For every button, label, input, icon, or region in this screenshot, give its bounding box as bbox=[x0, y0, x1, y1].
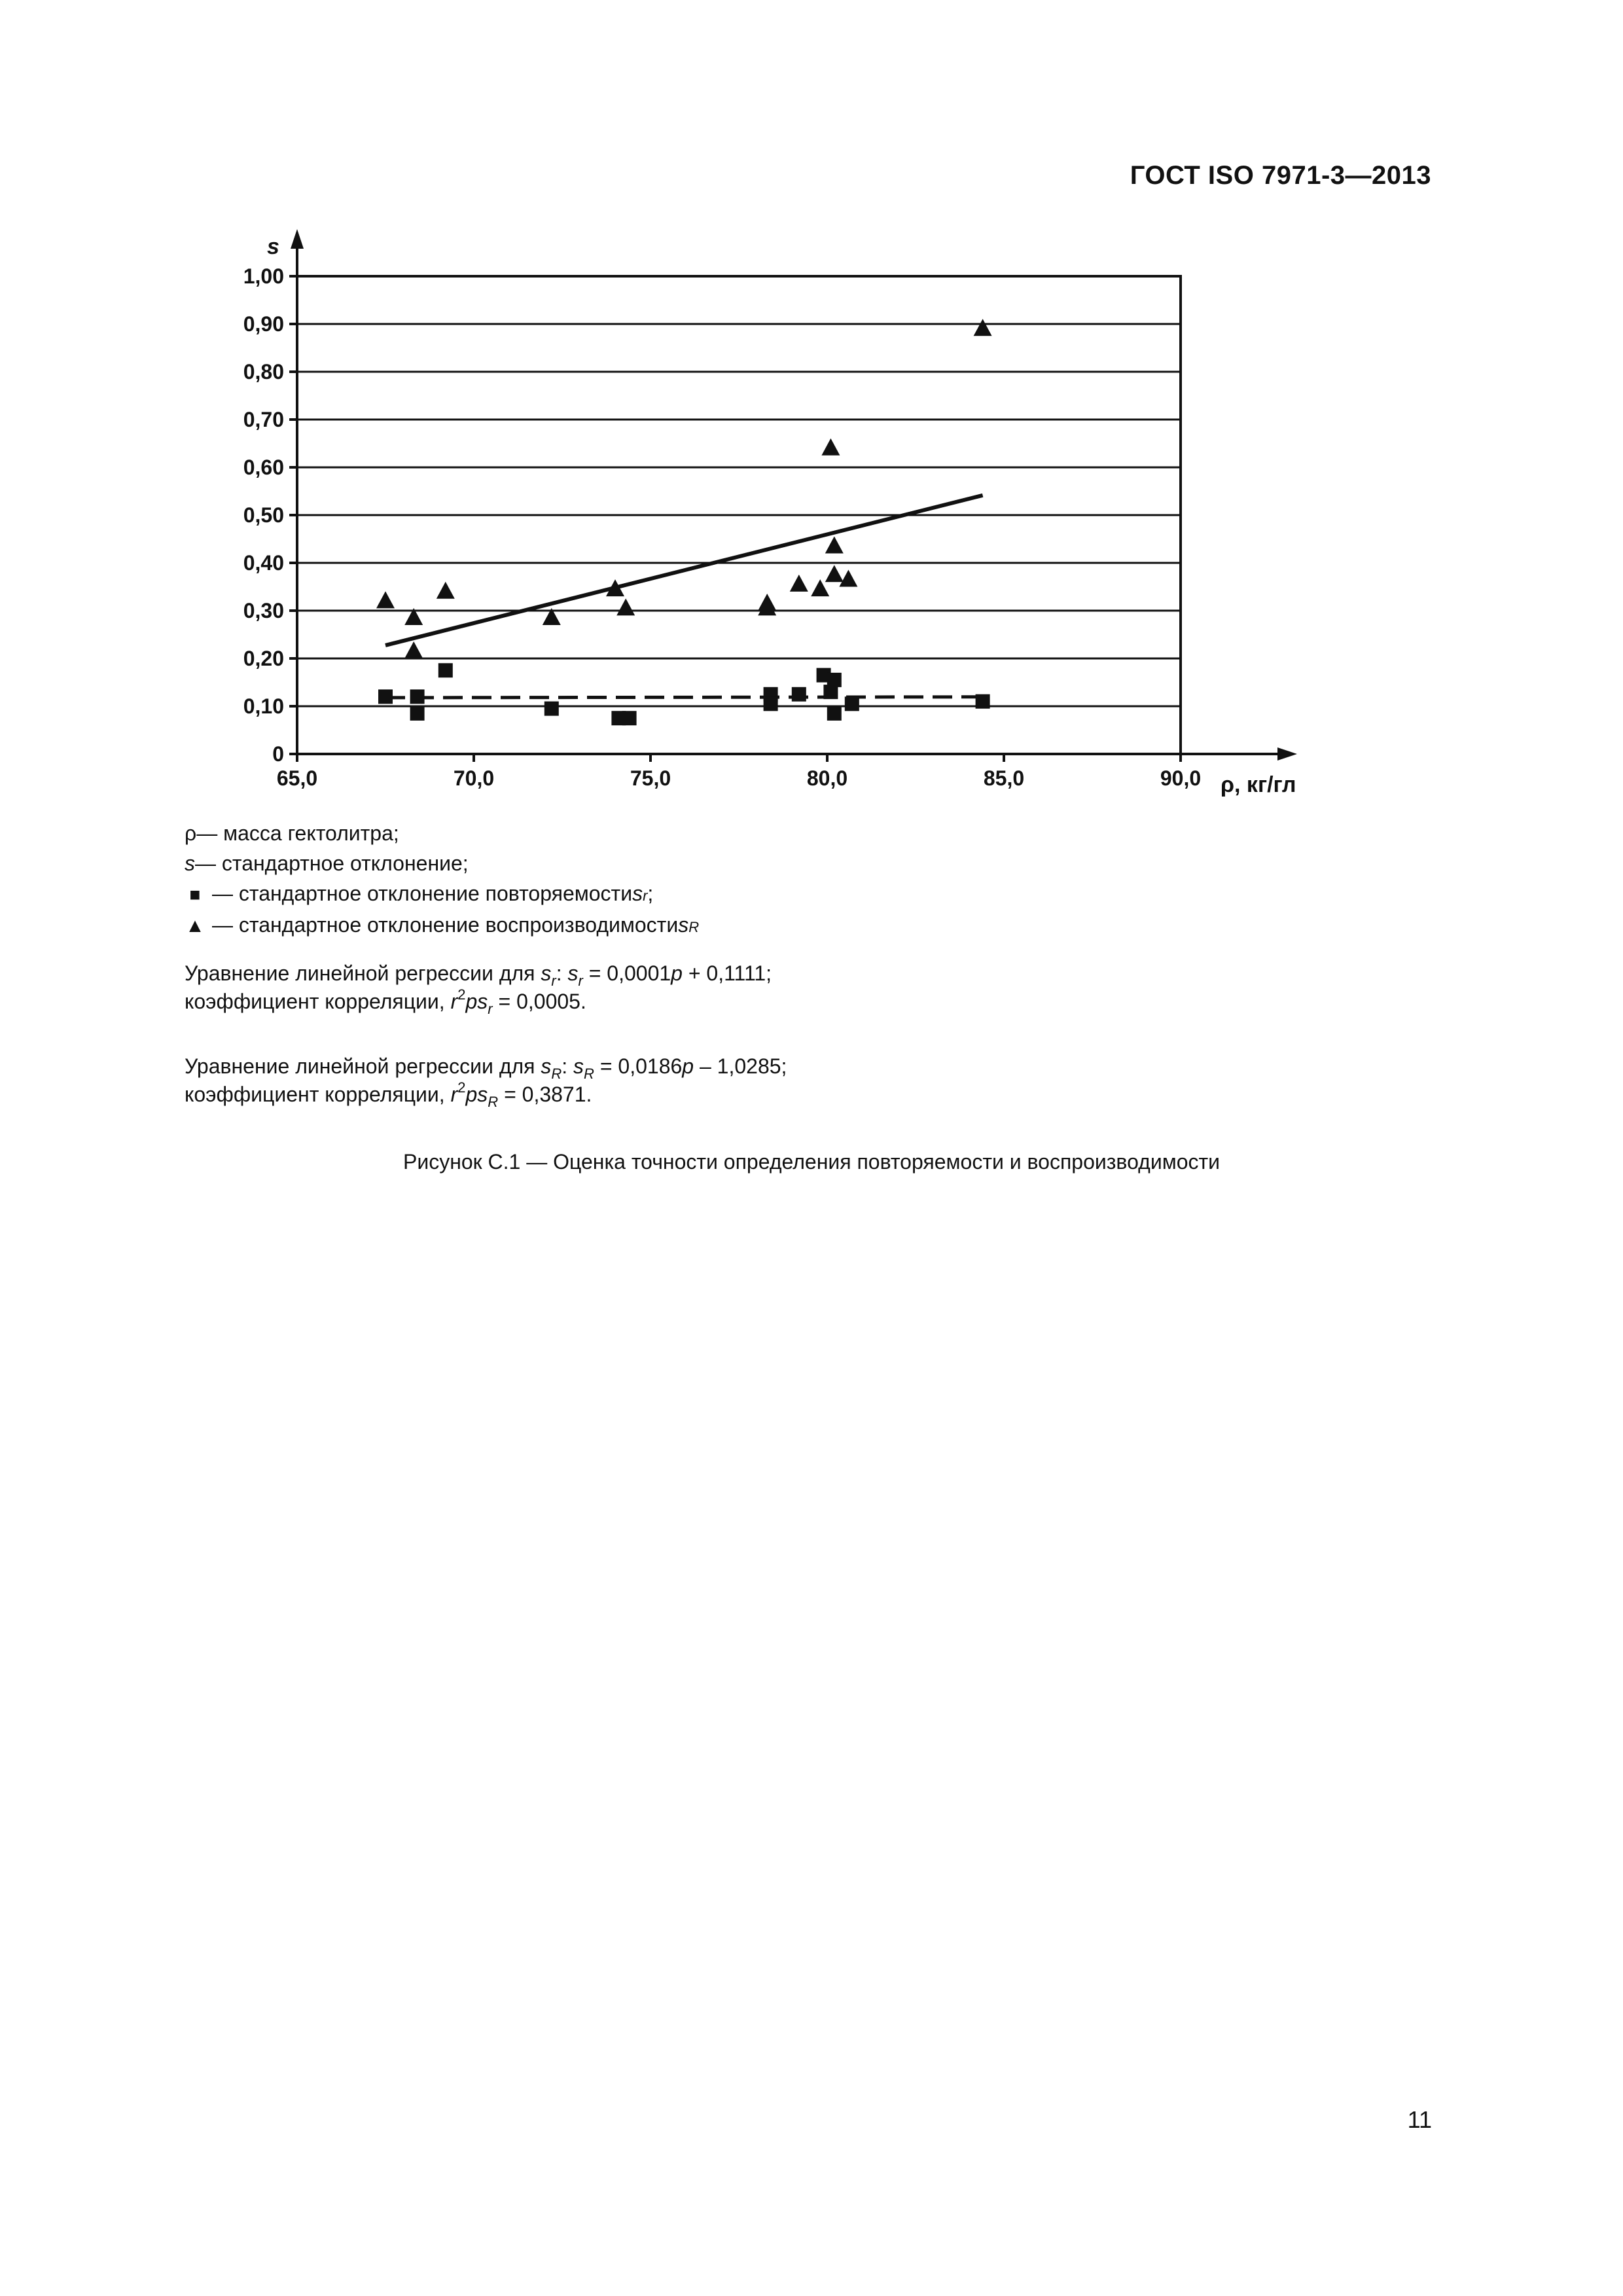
eq-r-corr-sup: 2 bbox=[457, 986, 466, 1003]
y-tick-label: 0,80 bbox=[243, 360, 284, 384]
y-tick-label: 0,10 bbox=[243, 694, 284, 718]
square-point bbox=[976, 694, 990, 709]
s-symbol: s bbox=[185, 852, 195, 875]
x-tick-label: 65,0 bbox=[276, 766, 318, 790]
eq-R-rhs-sub: R bbox=[584, 1066, 594, 1082]
legend bbox=[185, 818, 699, 941]
x-axis-label: ρ, кг/гл bbox=[1221, 772, 1296, 797]
eq-R-p: p bbox=[682, 1054, 694, 1078]
y-tick-label: 0,60 bbox=[243, 456, 284, 479]
legend-rho bbox=[185, 818, 699, 848]
triangle-point bbox=[404, 641, 423, 658]
eq-r-corr-prefix: коэффициент корреляции, bbox=[185, 990, 451, 1013]
square-point bbox=[622, 711, 637, 725]
eq-r-colon: : bbox=[556, 961, 568, 985]
square-end: ; bbox=[647, 882, 654, 905]
eq-r-rhs-sub: r bbox=[578, 973, 583, 989]
square-var: s bbox=[632, 882, 643, 905]
eq-R-corr-r: r bbox=[450, 1083, 458, 1106]
square-description: — стандартное отклонение повторяемости bbox=[212, 882, 633, 905]
y-tick-label: 0 bbox=[272, 742, 284, 766]
square-point bbox=[827, 706, 842, 721]
y-tick-label: 0,50 bbox=[243, 503, 284, 527]
triangle-point bbox=[821, 439, 840, 456]
square-point bbox=[845, 696, 859, 711]
page-number: 11 bbox=[1407, 2106, 1432, 2133]
square-point bbox=[410, 689, 425, 704]
equation-r-line2 bbox=[185, 986, 586, 1017]
square-point bbox=[544, 702, 559, 716]
axes bbox=[291, 229, 1297, 761]
eq-R-corr-sub: R bbox=[488, 1094, 499, 1110]
triangle-point bbox=[974, 319, 992, 336]
eq-R-corr-prefix: коэффициент корреляции, bbox=[185, 1083, 451, 1106]
eq-R-rhs: = 0,0186 bbox=[594, 1054, 683, 1078]
legend-s bbox=[185, 848, 699, 878]
x-tick-label: 70,0 bbox=[453, 766, 495, 790]
x-tick-label: 90,0 bbox=[1160, 766, 1202, 790]
eq-r-corr-sub: r bbox=[488, 1001, 493, 1017]
eq-r-var: s bbox=[541, 961, 552, 985]
eq-R-end: – 1,0285; bbox=[694, 1054, 787, 1078]
y-tick-label: 1,00 bbox=[243, 264, 284, 288]
square-point bbox=[792, 687, 806, 702]
y-axis-arrow-icon bbox=[291, 229, 304, 249]
eq-r-corr-ps: ps bbox=[465, 990, 488, 1013]
regression-line-sr bbox=[385, 697, 983, 698]
document-id: ГОСТ ISO 7971-3—2013 bbox=[1130, 161, 1431, 190]
y-tick-label: 0,30 bbox=[243, 599, 284, 622]
rho-description: — масса гектолитра; bbox=[196, 821, 399, 845]
y-tick-label: 0,70 bbox=[243, 408, 284, 431]
triangle-point bbox=[616, 598, 635, 615]
x-tick-label: 80,0 bbox=[806, 766, 848, 790]
eq-r-corr-value: = 0,0005. bbox=[492, 990, 586, 1013]
triangle-sub: R bbox=[688, 919, 700, 935]
tick-labels bbox=[243, 264, 1201, 790]
eq-R-prefix: Уравнение линейной регрессии для bbox=[185, 1054, 541, 1078]
eq-R-var: s bbox=[541, 1054, 552, 1078]
legend-square bbox=[185, 878, 699, 910]
eq-r-rhs: = 0,0001 bbox=[582, 961, 671, 985]
s-description: — стандартное отклонение; bbox=[195, 852, 469, 875]
y-tick-label: 0,20 bbox=[243, 647, 284, 670]
figure-caption: Рисунок С.1 — Оценка точности определения повторяемости и воспроизводимости bbox=[402, 1150, 1221, 1174]
eq-r-p: p bbox=[671, 961, 683, 985]
grid-lines bbox=[297, 324, 1181, 706]
triangle-point bbox=[825, 536, 844, 553]
eq-R-rhs-var: s bbox=[573, 1054, 584, 1078]
square-point bbox=[378, 689, 393, 704]
eq-r-prefix: Уравнение линейной регрессии для bbox=[185, 961, 541, 985]
triangle-point bbox=[376, 591, 395, 608]
eq-R-corr-ps: ps bbox=[465, 1083, 488, 1106]
equation-R-line1 bbox=[185, 1053, 787, 1082]
regression-lines bbox=[385, 495, 983, 698]
eq-r-end: + 0,1111; bbox=[682, 961, 772, 985]
eq-R-corr-sup: 2 bbox=[457, 1079, 466, 1096]
triangle-point bbox=[437, 582, 455, 599]
regression-line-sR bbox=[385, 495, 983, 645]
triangle-point bbox=[839, 570, 857, 587]
triangle-point bbox=[825, 565, 844, 582]
square-point bbox=[827, 673, 842, 687]
y-tick-label: 0,90 bbox=[243, 312, 284, 336]
equation-r-line1 bbox=[185, 960, 772, 989]
equation-R-line2 bbox=[185, 1079, 592, 1110]
eq-R-corr-value: = 0,3871. bbox=[498, 1083, 592, 1106]
x-tick-label: 85,0 bbox=[983, 766, 1025, 790]
square-sub: r bbox=[643, 888, 648, 904]
eq-r-sub: r bbox=[551, 973, 556, 989]
triangle-description: — стандартное отклонение воспроизводимости bbox=[212, 913, 679, 937]
x-axis-arrow-icon bbox=[1277, 747, 1297, 761]
eq-R-colon: : bbox=[562, 1054, 574, 1078]
square-marker-icon: ■ bbox=[189, 884, 201, 905]
x-tick-label: 75,0 bbox=[630, 766, 671, 790]
y-tick-label: 0,40 bbox=[243, 551, 284, 575]
scatter-chart bbox=[0, 0, 1623, 812]
rho-symbol: ρ bbox=[185, 821, 197, 845]
eq-R-sub: R bbox=[551, 1066, 562, 1082]
triangle-marker-icon: ▲ bbox=[185, 915, 205, 937]
square-point bbox=[764, 696, 778, 711]
eq-r-corr-r: r bbox=[450, 990, 458, 1013]
triangle-point bbox=[790, 575, 808, 592]
data-points bbox=[376, 319, 992, 725]
y-axis-label: s bbox=[267, 234, 279, 259]
eq-r-rhs-var: s bbox=[567, 961, 579, 985]
triangle-var: s bbox=[678, 913, 689, 937]
square-point bbox=[410, 706, 425, 721]
square-point bbox=[438, 663, 453, 677]
legend-triangle bbox=[185, 910, 699, 941]
